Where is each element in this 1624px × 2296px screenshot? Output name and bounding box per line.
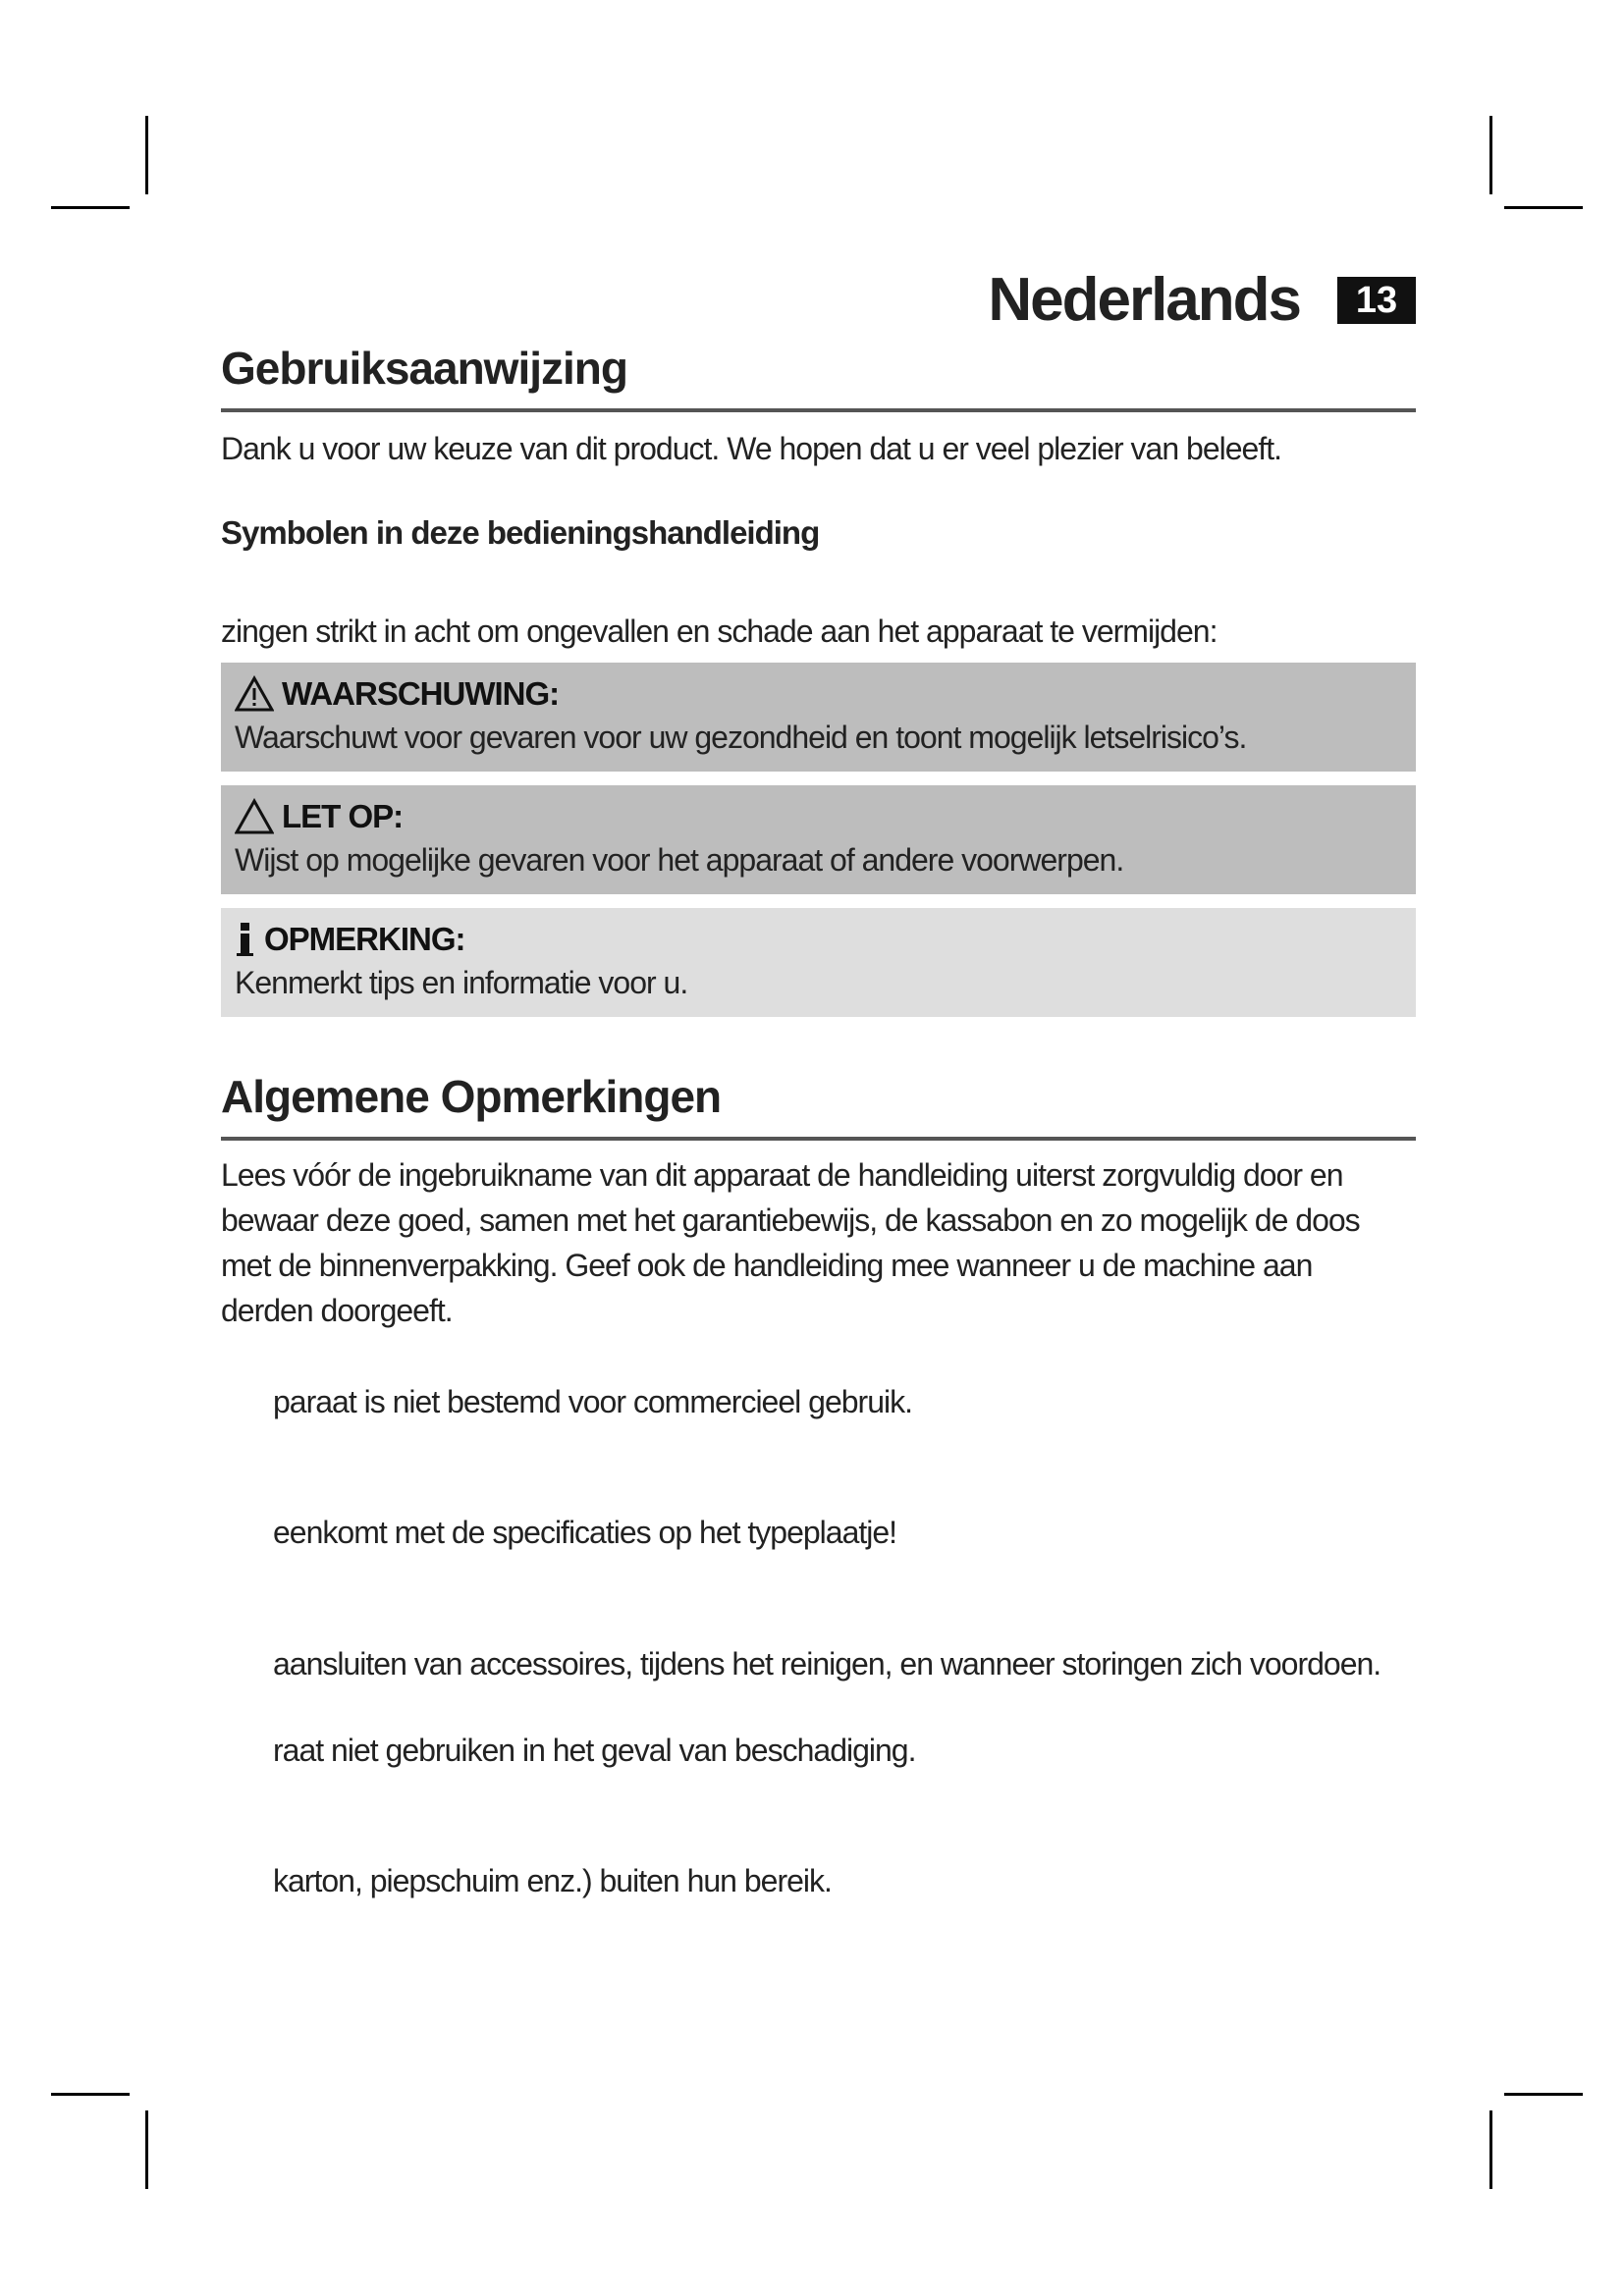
notice-title: OPMERKING: xyxy=(264,921,465,957)
notice-text: Wijst op mogelijke gevaren voor het apparaat of andere voorwerpen. xyxy=(235,842,1124,878)
info-icon xyxy=(235,921,256,958)
notice-text: Waarschuwt voor gevaren voor uw gezondheid en toont mogelijk letselrisico’s. xyxy=(235,720,1247,755)
symbols-lead-text: zingen strikt in acht om ongevallen en schade aan het apparaat te vermijden: xyxy=(221,614,1218,649)
crop-mark xyxy=(1504,206,1583,209)
section-divider xyxy=(221,1137,1416,1141)
paragraph-line: met de binnenverpakking. Geef ook de handleiding mee wanneer u de machine aan xyxy=(221,1248,1313,1283)
list-item: aansluiten van accessoires, tijdens het reinigen, en wanneer storingen zich voordoen. xyxy=(273,1646,1381,1682)
notice-text: Kenmerkt tips en informatie voor u. xyxy=(235,965,688,1000)
paragraph-line: bewaar deze goed, samen met het garantiebewijs, de kassabon en zo mogelijk de doos xyxy=(221,1202,1360,1238)
list-item: eenkomt met de specificaties op het typeplaatje! xyxy=(273,1515,897,1550)
crop-mark xyxy=(145,116,148,194)
intro-text: Dank u voor uw keuze van dit product. We hopen dat u er veel plezier van beleeft. xyxy=(221,431,1281,466)
crop-mark xyxy=(51,206,130,209)
section-title-general: Algemene Opmerkingen xyxy=(221,1071,722,1122)
list-item: raat niet gebruiken in het geval van beschadiging. xyxy=(273,1733,916,1768)
warning-triangle-icon xyxy=(235,675,274,713)
caution-notice xyxy=(221,785,1416,894)
notice-title: WAARSCHUWING: xyxy=(282,675,560,712)
list-item: karton, piepschuim enz.) buiten hun bereik. xyxy=(273,1863,832,1898)
crop-mark xyxy=(1489,116,1492,194)
crop-mark xyxy=(145,2110,148,2189)
info-notice xyxy=(221,908,1416,1017)
general-paragraph xyxy=(221,1152,1429,1333)
crop-mark xyxy=(51,2093,130,2096)
language-heading: Nederlands xyxy=(988,266,1300,334)
paragraph-line: Lees vóór de ingebruikname van dit apparaat de handleiding uiterst zorgvuldig door en xyxy=(221,1157,1343,1193)
notice-title: LET OP: xyxy=(282,798,404,834)
section-title-usage: Gebruiksaanwijzing xyxy=(221,343,627,394)
crop-mark xyxy=(1504,2093,1583,2096)
warning-notice xyxy=(221,663,1416,772)
section-divider xyxy=(221,408,1416,412)
paragraph-line: derden doorgeeft. xyxy=(221,1293,453,1328)
crop-mark xyxy=(1489,2110,1492,2189)
page-number: 13 xyxy=(1337,277,1416,324)
list-item: paraat is niet bestemd voor commercieel gebruik. xyxy=(273,1384,912,1419)
symbols-subtitle: Symbolen in deze bedieningshandleiding xyxy=(221,514,820,551)
caution-triangle-icon xyxy=(235,798,274,835)
